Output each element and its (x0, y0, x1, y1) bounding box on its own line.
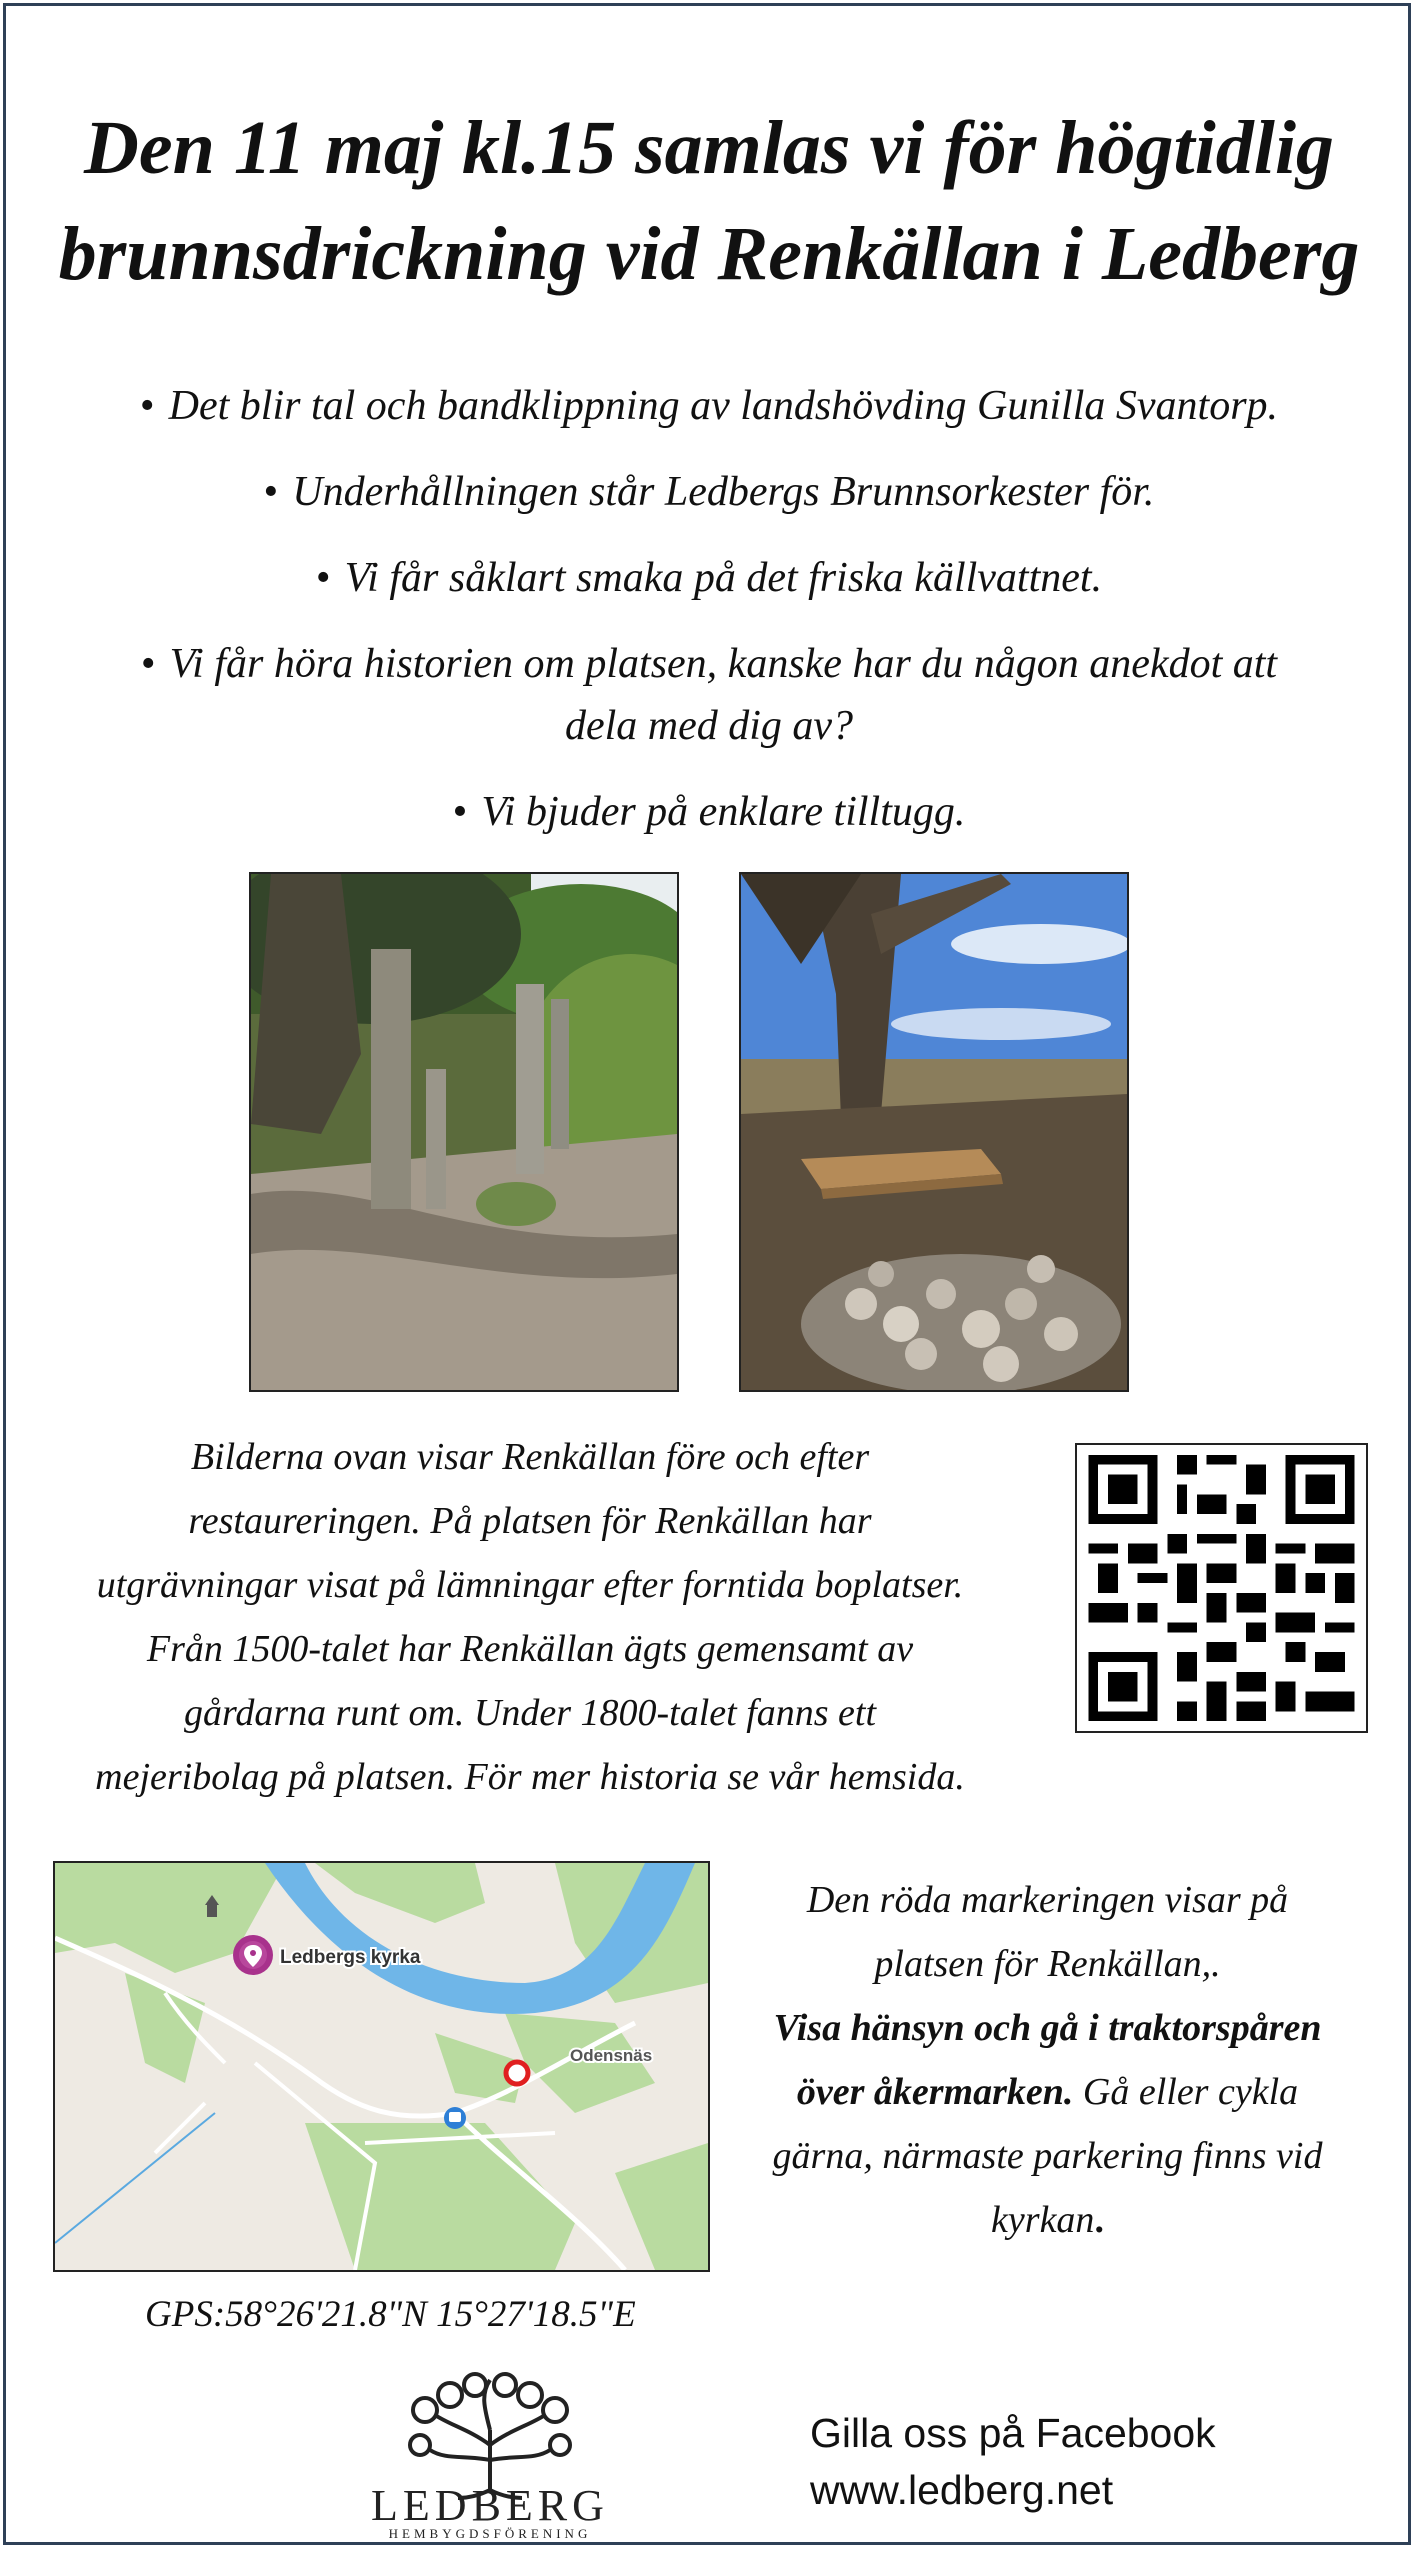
photo-before-restoration (249, 872, 679, 1392)
footer-social (810, 2405, 1216, 2519)
bus-stop-icon (444, 2107, 466, 2129)
list-item: • Vi får såklart smaka på det friska källvattnet. (315, 555, 1103, 601)
title-line-1: Den 11 maj kl.15 samlas vi för högtidlig (84, 106, 1334, 190)
bullet-icon: • (452, 789, 468, 835)
bullet-icon: • (315, 555, 331, 601)
gps-coordinates: GPS:58°26'21.8"N 15°27'18.5"E (145, 2294, 636, 2335)
list-item: • Vi får höra historien om platsen, kanske har du någon anekdot att dela med dig av? (140, 641, 1278, 749)
after-photo-illustration (741, 874, 1127, 1390)
location-map[interactable] (53, 1861, 710, 2272)
title-line-2: brunnsdrickning vid Renkällan i Ledberg (58, 212, 1360, 296)
red-marker-icon[interactable] (506, 2062, 528, 2084)
map-label-church: Ledbergs kyrka (280, 1947, 421, 1968)
photo-after-restoration (739, 872, 1129, 1392)
location-pin-icon[interactable] (233, 1935, 273, 1975)
photo-caption: Bilderna ovan visar Renkällan före och efter restaureringen. På platsen för Renkällan har utgrävningar visat på lämningar efter forntida boplatser. Från 1500-talet har Renkällan ägts gemensamt av gårdarna runt om. Under 1800-talet fanns ett mejeribolag på platsen. För mer historia se vår hemsida. (95, 1436, 965, 1798)
qr-code[interactable] (1075, 1443, 1368, 1733)
ledberg-logo (340, 2370, 640, 2540)
logo-subtitle: HEMBYGDSFÖRENING (388, 2526, 592, 2540)
facebook-link[interactable]: Gilla oss på Facebook (810, 2410, 1216, 2456)
poster-title (20, 95, 1398, 307)
program-list (60, 375, 1358, 867)
qr-code-icon (1077, 1445, 1366, 1731)
list-item: • Underhållningen står Ledbergs Brunnsorkester för. (263, 469, 1155, 515)
map-note: Den röda markeringen visar på platsen för Renkällan,. Visa hänsyn och gå i traktorspåren över åkermarken. Gå eller cykla gärna, närmaste parkering finns vid kyrkan. (772, 1879, 1323, 2241)
map-illustration (55, 1863, 708, 2270)
website-link[interactable]: www.ledberg.net (810, 2467, 1114, 2513)
list-item: • Det blir tal och bandklippning av landshövding Gunilla Svantorp. (139, 383, 1279, 429)
logo-name: LEDBERG (371, 2481, 609, 2530)
list-item: • Vi bjuder på enklare tilltugg. (452, 789, 966, 835)
map-label-place: Odensnäs (570, 2046, 653, 2065)
bullet-icon: • (263, 469, 279, 515)
bullet-icon: • (140, 641, 156, 687)
bullet-icon: • (139, 383, 155, 429)
before-photo-illustration (251, 874, 677, 1390)
tree-logo-icon (340, 2370, 640, 2540)
